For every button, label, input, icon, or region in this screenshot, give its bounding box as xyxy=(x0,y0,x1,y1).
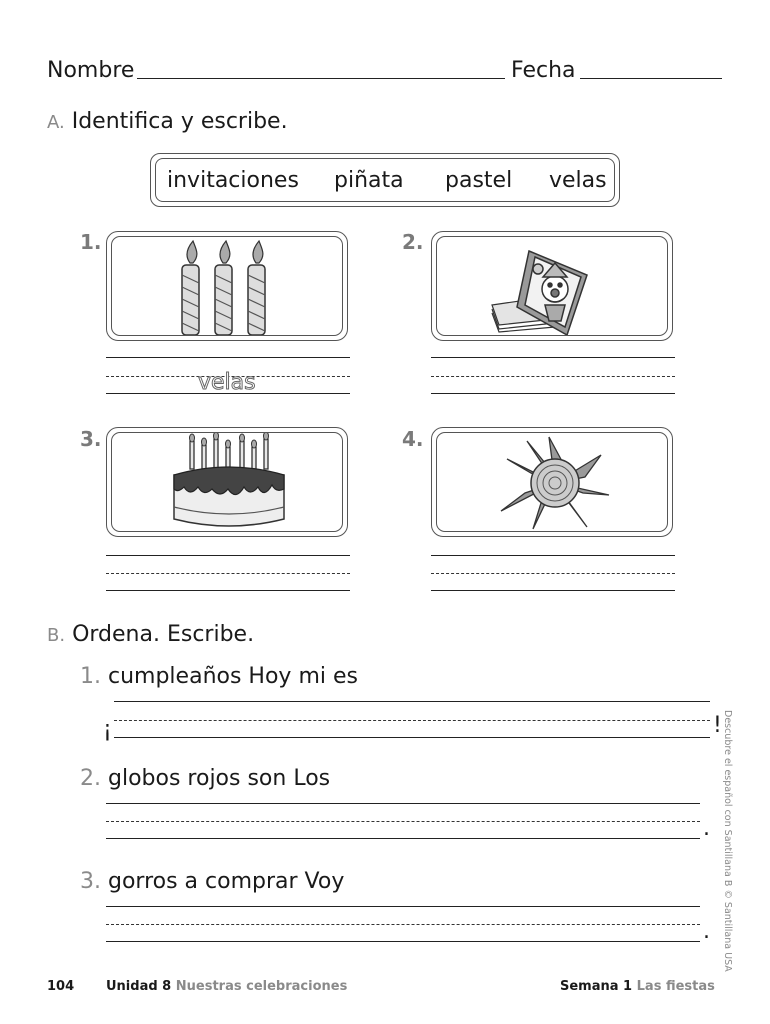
scrambled-words: globos rojos son Los xyxy=(108,766,331,791)
item-2-picture-frame xyxy=(431,231,673,341)
pinata-icon xyxy=(437,433,668,532)
section-a-instruction: Identifica y escribe. xyxy=(71,109,288,134)
section-b-letter: B. xyxy=(47,625,66,646)
candles-icon xyxy=(112,237,343,336)
sentence-3-prompt xyxy=(80,871,344,893)
word-bank-word: piñata xyxy=(334,168,404,193)
answer-mid-line xyxy=(431,376,675,377)
week-title: Las fiestas xyxy=(636,979,715,994)
answer-top-line xyxy=(106,803,700,804)
answer-top-line xyxy=(106,555,350,556)
closing-punctuation: . xyxy=(703,919,710,944)
item-1-picture-frame xyxy=(106,231,348,341)
answer-top-line xyxy=(106,906,700,907)
closing-punctuation: ! xyxy=(713,713,722,738)
item-number: 2. xyxy=(402,230,424,254)
example-answer: velas xyxy=(198,370,256,395)
section-b-instruction: Ordena. Escribe. xyxy=(72,622,255,647)
sentence-number: 3. xyxy=(80,869,101,894)
copyright-side-text: Descubre el español con Santillana B © Santillana USA xyxy=(722,710,733,972)
answer-mid-line xyxy=(106,821,700,822)
word-bank-word: velas xyxy=(549,168,607,193)
name-line[interactable] xyxy=(137,78,505,79)
sentence-2-prompt xyxy=(80,768,330,790)
answer-line[interactable] xyxy=(106,941,700,942)
answer-top-line xyxy=(114,701,710,702)
sentence-number: 2. xyxy=(80,766,101,791)
item-number: 1. xyxy=(80,230,102,254)
answer-top-line xyxy=(431,555,675,556)
answer-mid-line xyxy=(106,573,350,574)
closing-punctuation: . xyxy=(703,816,710,841)
answer-top-line xyxy=(431,357,675,358)
answer-line[interactable] xyxy=(431,393,675,394)
answer-mid-line xyxy=(106,924,700,925)
answer-mid-line xyxy=(431,573,675,574)
word-bank-word: pastel xyxy=(445,168,513,193)
answer-line[interactable] xyxy=(106,838,700,839)
item-number: 3. xyxy=(80,427,102,451)
footer-week xyxy=(560,979,715,994)
scrambled-words: cumpleaños Hoy mi es xyxy=(108,664,358,689)
item-3-picture-frame xyxy=(106,427,348,537)
footer-unit xyxy=(106,979,347,994)
answer-top-line xyxy=(106,357,350,358)
opening-punctuation: ¡ xyxy=(103,717,112,742)
answer-line[interactable] xyxy=(114,737,710,738)
item-4-picture-frame xyxy=(431,427,673,537)
date-label: Fecha xyxy=(511,58,576,83)
sentence-1-prompt xyxy=(80,666,358,688)
answer-line[interactable] xyxy=(106,590,350,591)
cake-icon xyxy=(112,433,343,532)
week-label: Semana 1 xyxy=(560,979,633,994)
section-a-letter: A. xyxy=(47,112,65,133)
invitations-icon xyxy=(437,237,668,336)
answer-line[interactable] xyxy=(431,590,675,591)
scrambled-words: gorros a comprar Voy xyxy=(108,869,345,894)
unit-title: Nuestras celebraciones xyxy=(175,979,348,994)
word-bank-word: invitaciones xyxy=(167,168,299,193)
section-a-heading xyxy=(47,111,288,133)
answer-mid-line xyxy=(114,720,710,721)
page-number: 104 xyxy=(47,979,75,994)
section-b-heading xyxy=(47,624,254,646)
name-label: Nombre xyxy=(47,58,135,83)
sentence-number: 1. xyxy=(80,664,101,689)
date-line[interactable] xyxy=(580,78,722,79)
unit-label: Unidad 8 xyxy=(106,979,172,994)
item-number: 4. xyxy=(402,427,424,451)
